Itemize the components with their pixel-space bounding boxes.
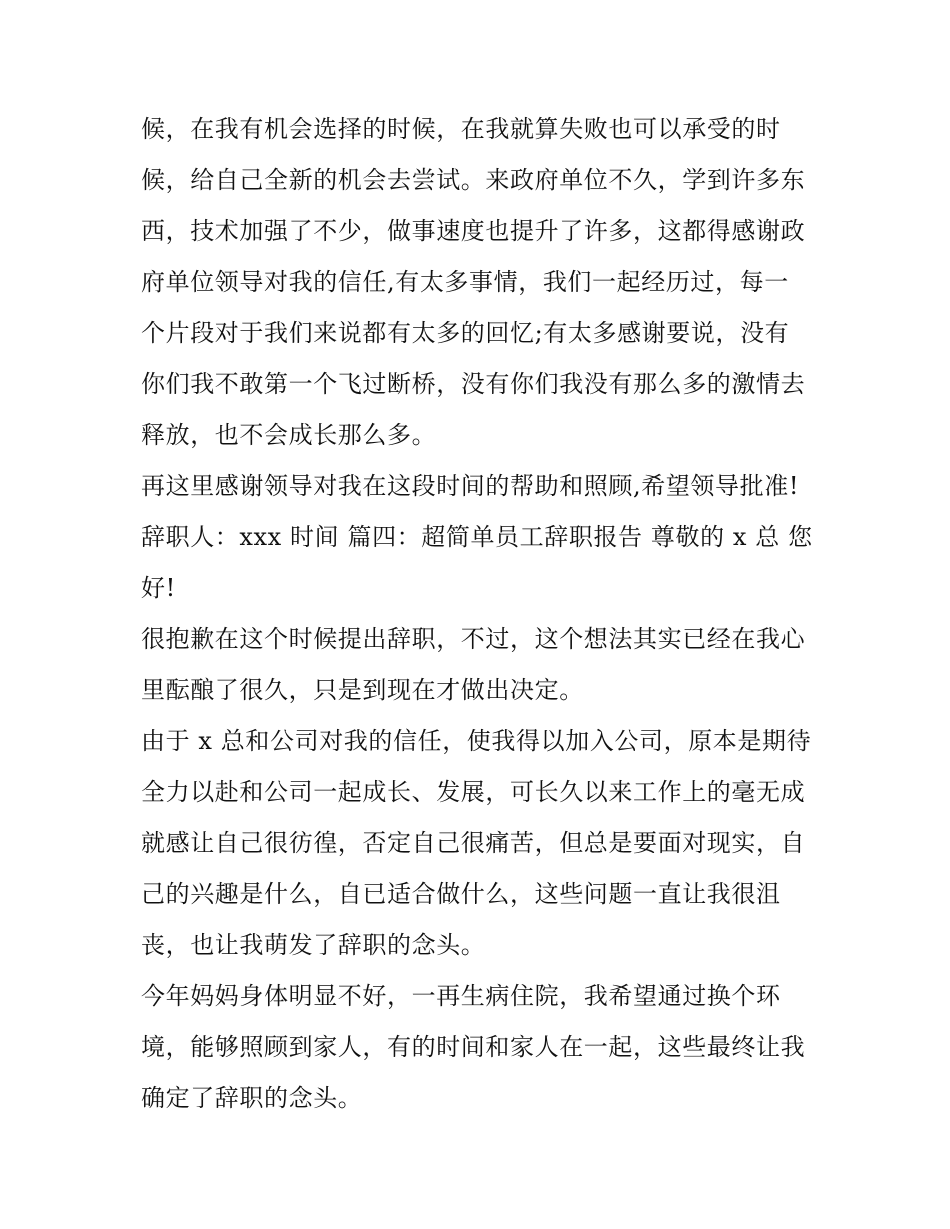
text-line: 由于 x 总和公司对我的信任，使我得以加入公司，原本是期待 <box>141 727 812 755</box>
text-line: 很抱歉在这个时候提出辞职，不过，这个想法其实已经在我心 <box>141 625 806 653</box>
text-line: 境，能够照顾到家人，有的时间和家人在一起，这些最终让我 <box>141 1033 806 1061</box>
text-line: 丧，也让我萌发了辞职的念头。 <box>141 931 486 959</box>
text-line: 府单位领导对我的信任,有太多事情，我们一起经历过，每一 <box>141 268 789 296</box>
text-line: 己的兴趣是什么，自已适合做什么，这些问题一直让我很沮 <box>141 880 781 908</box>
text-line: 候，在我有机会选择的时候，在我就算失败也可以承受的时 <box>141 115 781 143</box>
text-line: 好! <box>141 574 176 602</box>
text-line: 西，技术加强了不少，做事速度也提升了许多，这都得感谢政 <box>141 217 806 245</box>
text-line: 里酝酿了很久，只是到现在才做出决定。 <box>141 676 584 704</box>
text-line: 你们我不敢第一个飞过断桥，没有你们我没有那么多的激情去 <box>141 370 806 398</box>
text-line: 个片段对于我们来说都有太多的回忆;有太多感谢要说，没有 <box>141 319 790 347</box>
text-line: 辞职人：xxx 时间 篇四：超简单员工辞职报告 尊敬的 x 总 您 <box>141 523 813 551</box>
text-line: 释放，也不会成长那么多。 <box>141 421 437 449</box>
text-line: 全力以赴和公司一起成长、发展，可长久以来工作上的毫无成 <box>141 778 806 806</box>
text-line: 今年妈妈身体明显不好，一再生病住院，我希望通过换个环 <box>141 982 781 1010</box>
body-text <box>141 104 821 1124</box>
text-line: 候，给自己全新的机会去尝试。来政府单位不久，学到许多东 <box>141 166 806 194</box>
text-line: 就感让自己很彷徨，否定自己很痛苦，但总是要面对现实，自 <box>141 829 806 857</box>
text-line: 确定了辞职的念头。 <box>141 1084 363 1112</box>
text-line: 再这里感谢领导对我在这段时间的帮助和照顾,希望领导批准! <box>141 472 800 500</box>
